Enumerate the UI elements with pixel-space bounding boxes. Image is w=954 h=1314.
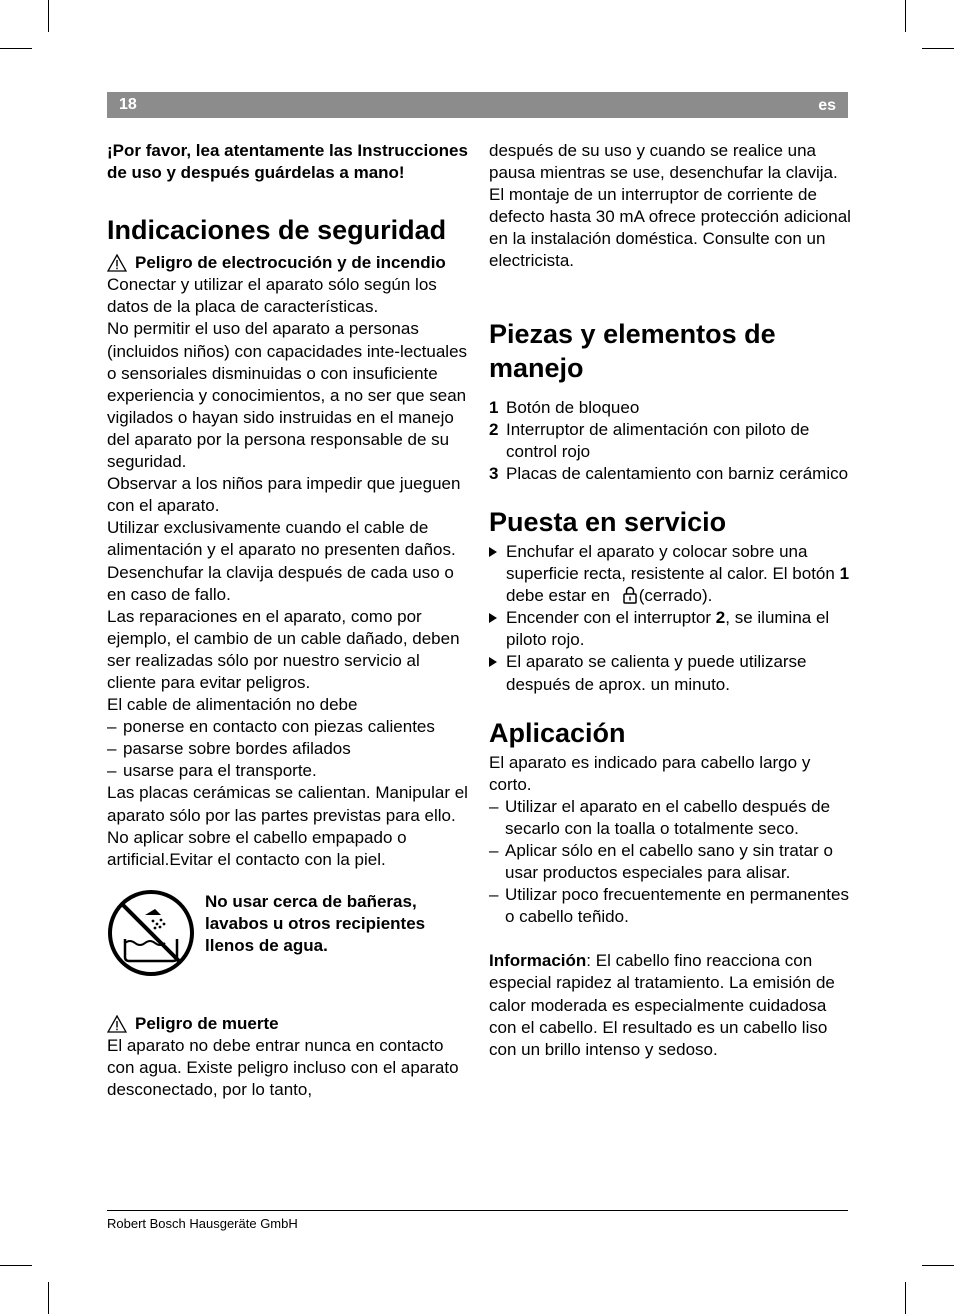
safety-paragraph: Las reparaciones en el aparato, como por ejemplo, el cambio de un cable dañado, deben ser realizadas sólo por nuestro servicio al cliente para evitar peligros. xyxy=(107,606,460,692)
crop-mark xyxy=(905,1282,906,1314)
step-text: (cerrado). xyxy=(638,586,713,606)
crop-mark xyxy=(922,1265,954,1266)
list-item xyxy=(489,419,851,463)
water-warning-text: No usar cerca de bañeras, lavabos u otros recipientes llenos de agua. xyxy=(205,891,426,955)
safety-paragraph: después de su uso y cuando se realice una pausa mientras se use, desenchufar la clavija. xyxy=(489,141,838,183)
safety-paragraph: El cable de alimentación no debe xyxy=(107,695,358,715)
startup-title: Puesta en servicio xyxy=(489,506,727,537)
list-item: – ponerse en contacto con piezas calientes xyxy=(107,716,469,738)
application-intro: El aparato es indicado para cabello largo y corto. xyxy=(489,752,811,794)
list-item xyxy=(489,397,851,419)
page-number: 18 xyxy=(119,96,137,113)
info-paragraph xyxy=(489,950,851,1060)
warning-title: Peligro de electrocución y de incendio xyxy=(135,253,446,273)
item-number: 2 xyxy=(489,419,499,439)
crop-mark xyxy=(48,1282,49,1314)
safety-paragraph: Observar a los niños para impedir que jueguen con el aparato. xyxy=(107,474,461,516)
step-text: El aparato se calienta y puede utilizarse después de aprox. un minuto. xyxy=(506,652,807,694)
list-item xyxy=(489,651,851,695)
crop-mark xyxy=(905,0,906,32)
arrow-right-icon xyxy=(489,547,497,557)
warning-electrocution xyxy=(107,252,469,274)
crop-mark xyxy=(922,48,954,49)
lock-icon xyxy=(623,586,637,604)
application-title: Aplicación xyxy=(489,717,626,748)
step-ref: 2 xyxy=(715,608,726,628)
parts-list xyxy=(489,397,851,485)
item-label: Botón de bloqueo xyxy=(506,397,640,417)
list-item: – Aplicar sólo en el cabello sano y sin tratar o usar productos especiales para alisar. xyxy=(489,840,851,884)
safety-paragraph: No permitir el uso del aparato a personas (incluidos niños) con capacidades inte-lectuales o sensoriales disminuidas o con insuficiente experiencia y conocimientos, a no ser que sean vigilados o hayan sido instruidas en el manejo del aparato por la persona responsable de su seguridad. xyxy=(107,319,468,472)
step-ref: 1 xyxy=(839,564,850,584)
arrow-right-icon xyxy=(489,613,497,623)
warning-title: Peligro de muerte xyxy=(135,1013,279,1033)
warning-triangle-icon xyxy=(107,1015,127,1033)
footer-company: Robert Bosch Hausgeräte GmbH xyxy=(107,1216,298,1231)
info-text: : El cabello fino reacciona con especial rapidez al tratamiento. La emisión de calor moderada es especialmente cuidadosa con el cabello. El resultado es un cabello liso con un brillo intenso y sedoso. xyxy=(489,951,835,1059)
item-label: Interruptor de alimentación con piloto de control rojo xyxy=(506,419,810,461)
list-item xyxy=(489,541,851,607)
step-text: debe estar en xyxy=(506,586,615,606)
list-item: – Utilizar el aparato en el cabello después de secarlo con la toalla o totalmente seco. xyxy=(489,796,851,840)
footer-divider xyxy=(107,1210,848,1211)
parts-title: Piezas y elementos de manejo xyxy=(489,318,776,383)
intro-text: ¡Por favor, lea atentamente las Instrucciones de uso y después guárdelas a mano! xyxy=(107,141,468,183)
list-item: – usarse para el transporte. xyxy=(107,760,469,782)
safety-paragraph: Conectar y utilizar el aparato sólo según los datos de la placa de características. xyxy=(107,275,437,317)
info-label: Información xyxy=(489,951,587,971)
crop-mark xyxy=(0,1265,32,1266)
item-label: Placas de calentamiento con barniz cerámico xyxy=(506,463,849,483)
arrow-right-icon xyxy=(489,657,497,667)
language-code: es xyxy=(818,97,836,114)
list-item: – Utilizar poco frecuentemente en permanentes o cabello teñido. xyxy=(489,884,851,928)
startup-steps xyxy=(489,541,851,696)
crop-mark xyxy=(0,48,32,49)
right-column xyxy=(489,140,851,1061)
list-item xyxy=(489,607,851,651)
safety-paragraph: El montaje de un interruptor de corriente de defecto hasta 30 mA ofrece protección adicional en la instalación doméstica. Consulte con un electricista. xyxy=(489,185,851,271)
safety-paragraph: Las placas cerámicas se calientan. Manipular el aparato sólo por las partes previstas para ello. xyxy=(107,783,468,825)
page-header-bar xyxy=(107,92,848,118)
water-warning-block xyxy=(107,889,469,999)
safety-paragraph: Desenchufar la clavija después de cada uso o en caso de fallo. xyxy=(107,562,454,604)
step-text: Enchufar el aparato y colocar sobre una superficie recta, resistente al calor. El botón xyxy=(506,541,840,584)
safety-paragraph: Utilizar exclusivamente cuando el cable de alimentación y el aparato no presenten daños. xyxy=(107,518,456,560)
left-column xyxy=(107,140,469,1101)
item-number: 1 xyxy=(489,397,499,417)
warning-triangle-icon xyxy=(107,254,127,272)
item-number: 3 xyxy=(489,463,499,483)
list-item: – pasarse sobre bordes afilados xyxy=(107,738,469,760)
step-text: , se ilumina el piloto rojo. xyxy=(506,608,830,650)
safety-paragraph: El aparato no debe entrar nunca en contacto con agua. Existe peligro incluso con el aparato desconectado, por lo tanto, xyxy=(107,1035,459,1100)
safety-title: Indicaciones de seguridad xyxy=(107,215,447,246)
step-text: Encender con el interruptor xyxy=(506,608,716,628)
warning-death xyxy=(107,1013,469,1035)
crop-mark xyxy=(48,0,49,32)
safety-paragraph: No aplicar sobre el cabello empapado o artificial.Evitar el contacto con la piel. xyxy=(107,827,407,869)
list-item xyxy=(489,463,851,485)
no-water-icon xyxy=(107,889,195,977)
